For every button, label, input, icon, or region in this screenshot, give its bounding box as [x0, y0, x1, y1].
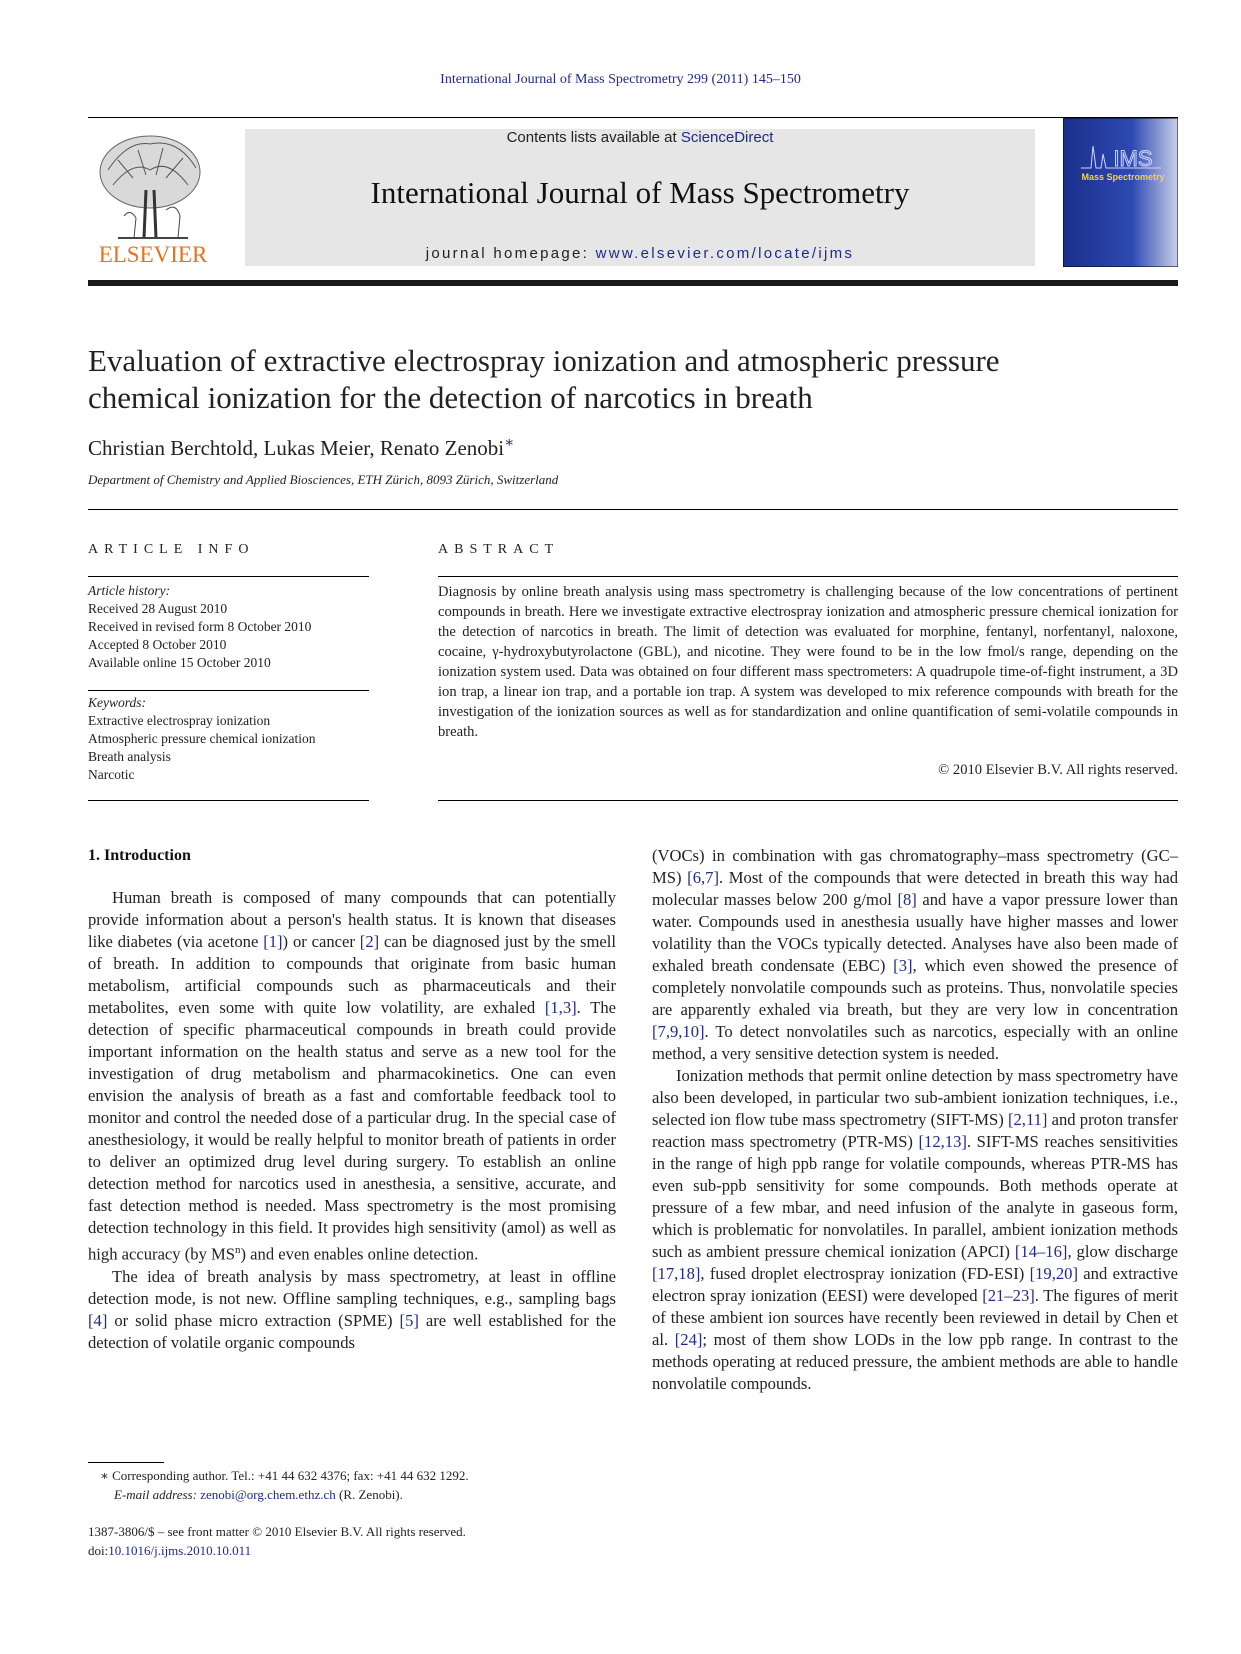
email-label: E-mail address:: [114, 1487, 201, 1502]
text-run: . SIFT-MS reaches sensitivities in the range of high ppb range for volatile compounds, whereas PTR-MS has even sub-ppb sensitivity for some compounds. Both methods operate at pressure of a few mbar, and need infusion of the analyte in gaseous form, which is problematic for nonvolatiles. In parallel, ambient ionization methods such as ambient pressure chemical ionization (APCI): [652, 1132, 1178, 1261]
reference-link[interactable]: [21–23]: [982, 1286, 1035, 1305]
reference-link[interactable]: [19,20]: [1029, 1264, 1078, 1283]
text-run: and proton transfer reaction mass spectrometry (PTR-MS): [652, 1110, 1178, 1151]
text-run: . To detect nonvolatiles such as narcotics, especially with an online method, a very sensitive detection system is needed.: [652, 1022, 1178, 1063]
text-run: . The figures of merit of these ambient ion sources have recently been reviewed in detail by Chen et al.: [652, 1286, 1178, 1349]
text-run: , glow discharge: [1067, 1242, 1178, 1261]
reference-link[interactable]: [8]: [897, 890, 917, 909]
journal-cover-thumbnail: [1063, 118, 1178, 267]
reference-link[interactable]: [1]: [263, 932, 283, 951]
email-link[interactable]: zenobi@org.chem.ethz.ch: [200, 1487, 336, 1502]
doi-line: [88, 1541, 466, 1560]
paragraph: [652, 1065, 1178, 1395]
keyword-item: Extractive electrospray ionization: [88, 713, 271, 728]
authors-text: Christian Berchtold, Lukas Meier, Renato Zenobi: [88, 436, 505, 460]
footnote-line: [100, 1466, 469, 1485]
text-run: . Most of the compounds that were detected in breath this way had molecular masses below 200 g/mol: [652, 868, 1178, 909]
text-run: and extractive electron spray ionization (EESI) were developed: [652, 1264, 1178, 1305]
header-thick-rule: [88, 280, 1178, 286]
doi-link[interactable]: 10.1016/j.ijms.2010.10.011: [108, 1543, 252, 1558]
text-run: can be diagnosed just by the smell of breath. In addition to compounds that originate from basic human metabolism, artificial compounds such as pharmaceuticals and their metabolites, even some with quite low volatility, are exhaled: [88, 932, 616, 1017]
homepage-prefix: journal homepage:: [425, 245, 596, 262]
text-run: ) and even enables online detection.: [240, 1244, 479, 1264]
corresponding-author-marker[interactable]: ∗: [504, 435, 515, 451]
abstract-heading: ABSTRACT: [438, 542, 560, 557]
footnote-rule: [88, 1462, 164, 1463]
section-heading-introduction: 1. Introduction: [88, 847, 191, 864]
journal-name: International Journal of Mass Spectrometry: [370, 175, 910, 210]
text-run: , which even showed the presence of completely nonvolatile compounds such as proteins. Thus, nonvolatile species are apparently exhaled via breath, but they are very low in concentration: [652, 956, 1178, 1019]
article-history: [88, 582, 311, 672]
footnote-marker: ∗: [100, 1468, 109, 1483]
text-run: ; most of them show LODs in the low ppb range. In contrast to the methods operating at reduced pressure, the ambient methods are able to handle nonvolatile compounds.: [652, 1330, 1178, 1393]
footnote-text: Corresponding author. Tel.: +41 44 632 4376; fax: +41 44 632 1292.: [108, 1468, 469, 1483]
corresponding-author-footnote: [100, 1466, 469, 1504]
text-run: The idea of breath analysis by mass spectrometry, at least in offline detection mode, is not new. Offline sampling techniques, e.g., sampling bags: [88, 1266, 616, 1308]
issn-line: 1387-3806/$ – see front matter © 2010 Elsevier B.V. All rights reserved.: [88, 1524, 466, 1539]
doi-label: doi:: [88, 1543, 109, 1558]
text-run: , fused droplet electrospray ionization (FD-ESI): [700, 1264, 1030, 1283]
paragraph: [652, 845, 1178, 1065]
reference-link[interactable]: [14–16]: [1014, 1242, 1068, 1261]
abstract-rule: [438, 576, 1178, 577]
reference-link[interactable]: [4]: [88, 1310, 108, 1330]
contents-prefix: Contents lists available at: [506, 129, 681, 146]
elsevier-tree-icon: [88, 130, 218, 270]
text-run: or solid phase micro extraction (SPME): [107, 1310, 400, 1330]
article-title: [88, 342, 1188, 416]
text-run: ) or cancer: [282, 932, 360, 951]
reference-link[interactable]: [5]: [399, 1310, 419, 1330]
journal-cover-image: [1063, 118, 1178, 267]
reference-link[interactable]: [1,3]: [544, 998, 577, 1017]
text-run: Ionization methods that permit online detection by mass spectrometry have also been developed, in particular two sub-ambient ionization techniques, i.e., selected ion flow tube mass spectrometry (SIFT-MS): [652, 1066, 1178, 1129]
keyword-item: Narcotic: [88, 767, 135, 782]
text-run: . The detection of specific pharmaceutical compounds in breath could provide important information on the health status and serve as a new tool for the investigation of drug metabolism and pharmacokinetics. One can even envision the analysis of breath as a fast and comfortable feedback tool to monitor and control the needed dose of a particular drug. In the special case of anesthesiology, it would be really helpful to monitor breath of patients in order to deliver an optimized drug level during surgery. To establish an online detection method for narcotics used in anesthesia, a sensitive, accurate, and fast detection method is needed. Mass spectrometry is the most promising detection technology in this field. It provides high sensitivity (amol) as well as high accuracy (by MS: [88, 998, 617, 1264]
reference-link[interactable]: [17,18]: [652, 1264, 701, 1283]
reference-link[interactable]: [12,13]: [918, 1132, 967, 1151]
article-info-rule: [88, 800, 369, 801]
superscript: n: [235, 1244, 241, 1256]
journal-homepage-link[interactable]: www.elsevier.com/locate/ijms: [595, 245, 855, 262]
article-info-rule: [88, 576, 369, 577]
history-item: Received in revised form 8 October 2010: [88, 619, 312, 634]
reference-link[interactable]: [3]: [893, 956, 913, 975]
abstract-rule: [438, 800, 1178, 801]
article-title-line-2: chemical ionization for the detection of narcotics in breath: [88, 380, 813, 415]
body-column-right: [652, 845, 1178, 1395]
history-item: Accepted 8 October 2010: [88, 637, 227, 652]
history-label: Article history:: [88, 583, 171, 598]
cover-label: Mass Spectrometry: [1081, 172, 1165, 182]
paragraph: [88, 1266, 616, 1354]
keyword-item: Atmospheric pressure chemical ionization: [88, 731, 316, 746]
history-item: Received 28 August 2010: [88, 601, 228, 616]
cover-logo-text: IMS: [1113, 146, 1153, 171]
reference-link[interactable]: [2,11]: [1007, 1110, 1048, 1129]
journal-homepage-line: [245, 245, 1035, 262]
front-matter: [88, 1522, 466, 1560]
article-title-line-1: Evaluation of extractive electrospray ionization and atmospheric pressure: [88, 343, 1000, 378]
keyword-item: Breath analysis: [88, 749, 171, 764]
contents-line: [245, 129, 1035, 146]
reference-link[interactable]: [6,7]: [687, 868, 719, 887]
abstract-copyright: © 2010 Elsevier B.V. All rights reserved.: [938, 762, 1178, 778]
elsevier-logo: [88, 130, 218, 270]
article-info-heading: ARTICLE INFO: [88, 542, 255, 557]
article-info-rule: [88, 690, 369, 691]
journal-citation: International Journal of Mass Spectrometry 299 (2011) 145–150: [440, 72, 801, 87]
text-run: Human breath is composed of many compounds that can potentially provide information about a person's health status. It is known that diseases like diabetes (via acetone: [88, 888, 616, 951]
keywords: [88, 694, 316, 784]
reference-link[interactable]: [24]: [674, 1330, 703, 1349]
email-suffix: (R. Zenobi).: [335, 1487, 403, 1502]
text-run: are well established for the detection of volatile organic compounds: [88, 1310, 616, 1352]
author-affiliation: Department of Chemistry and Applied Biosciences, ETH Zürich, 8093 Zürich, Switzerland: [88, 472, 559, 487]
paragraph: [88, 887, 616, 1266]
author-list: [88, 433, 514, 461]
footnote-email-line: [100, 1485, 469, 1504]
abstract-text: Diagnosis by online breath analysis using mass spectrometry is challenging because of the low concentrations of pertinent compounds in breath. Here we investigate extractive electrospray ionization and atmospheric pressure chemical ionization for the detection of narcotics in breath. The limit of detection was evaluated for morphine, fentanyl, norfentanyl, naloxone, cocaine, γ-hydroxybutyrolactone (GBL), and nicotine. They were found to be in the low fmol/s range, depending on the ionization system used. Data was obtained on four different mass spectrometers: A quadrupole time-of-fight instrument, a 3D ion trap, a linear ion trap, and a portable ion trap. A system was developed to mix reference compounds with breath for the investigation of the ionization sources as well as for standardization and online quantification of semi-volatile compounds in breath.: [438, 584, 1178, 740]
reference-link[interactable]: [2]: [359, 932, 380, 951]
body-column-left: [88, 887, 616, 1354]
header-rule: [88, 117, 1178, 118]
history-item: Available online 15 October 2010: [88, 655, 271, 670]
elsevier-wordmark: ELSEVIER: [98, 242, 208, 267]
text-run: and have a vapor pressure lower than water. Compounds used in anesthesia usually have higher masses and lower volatility than the VOCs typically detected. Analyses have also been made of exhaled breath condensate (EBC): [652, 890, 1178, 975]
reference-link[interactable]: [7,9,10]: [652, 1022, 705, 1041]
text-run: (VOCs) in combination with gas chromatography–mass spectrometry (GC–MS): [652, 846, 1178, 887]
section-rule: [88, 509, 1178, 510]
keywords-label: Keywords:: [88, 695, 146, 710]
sciencedirect-link[interactable]: ScienceDirect: [680, 129, 774, 146]
